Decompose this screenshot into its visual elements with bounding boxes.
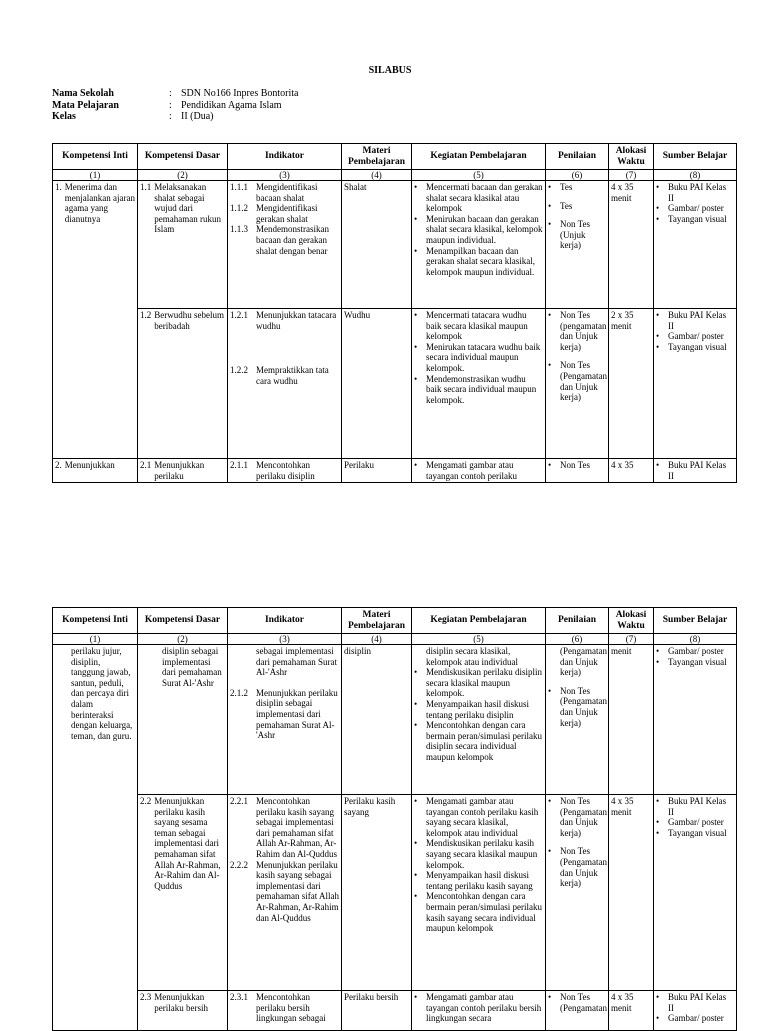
meta-label: Kelas	[52, 111, 76, 122]
header-kompetensi-inti: Kompetensi Inti	[53, 144, 138, 170]
indikator-text: Menunjukkan perilaku kasih sayang sebagai implementasi dari pemahaman sifat Allah Ar-Rahman, Ar-Rahim dan Al-Quddus	[256, 859, 339, 923]
column-number: (2)	[138, 170, 228, 181]
header-alokasi: Alokasi Waktu	[609, 608, 654, 634]
list-item: • Menyampaikan hasil diskusi tentang perilaku kasih sayang	[414, 870, 533, 891]
penilaian-cell	[546, 991, 609, 1031]
kd-text: Berwudhu sebelum beribadah	[154, 310, 224, 331]
meta-row-school	[52, 88, 299, 100]
kd-number: 1.1	[140, 182, 152, 192]
syllabus-table-page-2	[52, 607, 737, 1031]
kd-number: 2.3	[140, 992, 152, 1002]
alokasi-cell: 4 x 35 menit	[609, 181, 654, 309]
indikator-text: Mencontohkan perilaku bersih lingkungan sebagai	[256, 992, 326, 1024]
meta-value: II (Dua)	[181, 111, 214, 122]
alokasi-cell: 4 x 35 menit	[609, 795, 654, 991]
header-kegiatan: Kegiatan Pembelajaran	[412, 608, 546, 634]
indikator-number: 2.3.1	[230, 992, 248, 1002]
kd-number: 1.2	[140, 310, 152, 320]
list-item: • Menyampaikan hasil diskusi tentang perilaku disiplin	[414, 698, 529, 720]
list-item: • Mendiskusikan perilaku disiplin secara klasikal maupun kelompok.	[414, 667, 542, 699]
list-item: • Tayangan visual	[656, 341, 727, 352]
list-item: • Non Tes (Pengamatan dan Unjuk kerja)	[548, 685, 607, 728]
column-number: (8)	[654, 634, 737, 645]
list-item: • Gambar/ poster	[656, 646, 724, 656]
list-item: • Mencermati bacaan dan gerakan shalat secara klasikal atau kelompok	[414, 182, 543, 214]
indikator-number: 1.1.1	[230, 182, 248, 192]
document-title: SILABUS	[368, 65, 412, 76]
indikator-number: 2.1.2	[230, 687, 248, 698]
list-item: • Mencontohkan dengan cara bermain peran/simulasi perilaku disiplin secara individual maupun kelompok	[414, 720, 542, 762]
list-item: • Mengamati gambar atau tayangan contoh perilaku bersih lingkungan secara	[414, 992, 542, 1024]
list-item: • Mendiskusikan perilaku kasih sayang secara klasikal maupun kelompok.	[414, 838, 538, 870]
column-number: (4)	[342, 634, 412, 645]
list-item: • Buku PAI Kelas II	[656, 460, 727, 481]
kd-number: 2.1	[140, 460, 152, 470]
meta-row-subject	[52, 100, 299, 112]
header-kegiatan: Kegiatan Pembelajaran	[412, 144, 546, 170]
kd-text: Melaksanakan shalat sebagai wujud dari pemahaman rukun Islam	[154, 182, 221, 235]
list-item: • Tayangan visual	[656, 656, 727, 667]
list-item: • Mencontohkan dengan cara bermain peran/simulasi perilaku kasih sayang secara individual maupun kelompok	[414, 891, 542, 934]
materi-cell: Wudhu	[342, 309, 412, 459]
header-sumber: Sumber Belajar	[654, 144, 737, 170]
meta-colon: :	[169, 88, 172, 99]
materi-cell: Perilaku	[342, 459, 412, 483]
ki-cell	[53, 645, 138, 1031]
column-number: (3)	[228, 170, 342, 181]
column-number: (5)	[412, 634, 546, 645]
table-header-row	[53, 144, 737, 170]
table-row	[53, 795, 737, 991]
kegiatan-cell	[412, 795, 546, 991]
indikator-text: Menunjukkan tatacara wudhu	[256, 310, 337, 331]
penilaian-cell	[546, 459, 609, 483]
list-item: • Menirukan tatacara wudhu baik secara individual maupun kelompok.	[414, 341, 541, 373]
kegiatan-cell	[412, 459, 546, 483]
list-item: • Non Tes (Unjuk kerja)	[548, 219, 590, 251]
materi-cell: Perilaku kasih sayang	[342, 795, 412, 991]
indikator-cell	[228, 459, 342, 483]
ki-number: 2.	[55, 460, 62, 470]
list-item: • Mengamati gambar atau tayangan contoh perilaku	[414, 460, 517, 481]
kd-text: Menunjukkan perilaku kasih sayang sesama teman sebagai implementasi dari pemahaman sifat Allah Ar-Rahman, Ar-Rahim dan Al-Quddus	[154, 796, 221, 891]
indikator-text: Mencontohkan perilaku disiplin	[256, 460, 315, 481]
indikator-cell	[228, 309, 342, 459]
alokasi-cell: 2 x 35 menit	[609, 309, 654, 459]
meta-row-class	[52, 111, 299, 123]
penilaian-text: (Pengamatan dan Unjuk kerja)	[560, 646, 607, 678]
list-item: • Non Tes (Pengamatan dan Unjuk kerja)	[548, 846, 607, 889]
header-materi: Materi Pembelajaran	[342, 144, 412, 170]
list-item: • Mendemonstrasikan wudhu baik secara individual maupun kelompok.	[414, 373, 537, 405]
kd-number: 2.2	[140, 796, 152, 806]
list-item: • Gambar/ poster	[656, 817, 724, 828]
column-number: (3)	[228, 634, 342, 645]
ki-text: Menerima dan menjalankan ajaran agama yang dianutnya	[64, 182, 135, 224]
ki-number: 1.	[55, 182, 62, 192]
ki-cell	[53, 181, 138, 459]
header-sumber: Sumber Belajar	[654, 608, 737, 634]
column-number: (1)	[53, 634, 138, 645]
list-item: • Gambar/ poster	[656, 203, 724, 214]
sumber-cell	[654, 991, 737, 1031]
list-item: • Buku PAI Kelas II	[656, 310, 727, 331]
kegiatan-text: disiplin secara klasikal, kelompok atau individual	[426, 646, 518, 667]
indikator-text: sebagai implementasi dari pemahaman Surat Al-'Ashr	[256, 646, 337, 678]
list-item: • Menirukan bacaan dan gerakan shalat secara klasikal, kelompok maupun individual.	[414, 213, 543, 245]
list-item: • Tes	[548, 182, 573, 192]
indikator-number: 2.2.1	[230, 796, 248, 806]
penilaian-cell	[546, 795, 609, 991]
list-item: • Buku PAI Kelas II	[656, 992, 727, 1013]
indikator-text: Mempraktikkan tata cara wudhu	[256, 365, 329, 386]
alokasi-cell: menit	[609, 645, 654, 795]
list-item: • Non Tes (Pengamatan	[548, 992, 607, 1013]
meta-colon: :	[169, 99, 172, 111]
kd-cell	[138, 181, 228, 309]
header-penilaian: Penilaian	[546, 144, 609, 170]
kd-text: disiplin sebagai implementasi dari pemahaman Surat Al-'Ashr	[162, 646, 222, 688]
indikator-cell	[228, 181, 342, 309]
table-column-numbers	[53, 634, 737, 645]
header-materi: Materi Pembelajaran	[342, 608, 412, 634]
table-row	[53, 181, 737, 309]
list-item: • Non Tes (Pengamatan dan Unjuk kerja)	[548, 360, 607, 403]
header-penilaian: Penilaian	[546, 608, 609, 634]
penilaian-cell	[546, 181, 609, 309]
meta-label: Mata Pelajaran	[52, 99, 119, 111]
sumber-cell	[654, 459, 737, 483]
kegiatan-cell	[412, 181, 546, 309]
ki-text: Menunjukkan	[64, 460, 115, 470]
indikator-text: Mengidentifikasi gerakan shalat	[256, 203, 318, 224]
table-row	[53, 459, 737, 483]
indikator-cell	[228, 795, 342, 991]
column-number: (7)	[609, 634, 654, 645]
header-kompetensi-dasar: Kompetensi Dasar	[138, 608, 228, 634]
indikator-number: 1.1.2	[230, 203, 248, 214]
meta-value: Pendidikan Agama Islam	[181, 99, 282, 111]
indikator-text: Menunjukkan perilaku disiplin sebagai implementasi dari pemahaman Surat Al-'Ashr	[256, 687, 338, 741]
list-item: • Gambar/ poster	[656, 331, 724, 342]
column-number: (7)	[609, 170, 654, 181]
materi-cell: Perilaku bersih	[342, 991, 412, 1031]
column-number: (5)	[412, 170, 546, 181]
kd-cell	[138, 309, 228, 459]
table-column-numbers	[53, 170, 737, 181]
kd-cell	[138, 645, 228, 795]
document-meta	[52, 88, 299, 123]
indikator-cell	[228, 991, 342, 1031]
kegiatan-cell	[412, 991, 546, 1031]
table-header-row	[53, 608, 737, 634]
kd-cell	[138, 991, 228, 1031]
sumber-cell	[654, 795, 737, 991]
sumber-cell	[654, 309, 737, 459]
column-number: (2)	[138, 634, 228, 645]
kegiatan-cell	[412, 645, 546, 795]
table-row	[53, 309, 737, 459]
sumber-cell	[654, 645, 737, 795]
penilaian-cell	[546, 645, 609, 795]
indikator-text: Mengidentifikasi bacaan shalat	[256, 182, 318, 203]
indikator-cell	[228, 645, 342, 795]
alokasi-cell: 4 x 35	[609, 459, 654, 483]
list-item: • Menampilkan bacaan dan gerakan shalat secara klasikal, kelompok maupun individual.	[414, 245, 535, 277]
column-number: (8)	[654, 170, 737, 181]
kegiatan-cell	[412, 309, 546, 459]
indikator-text: Mendemonstrasikan bacaan dan gerakan shalat dengan benar	[256, 224, 329, 256]
column-number: (1)	[53, 170, 138, 181]
list-item: • Non Tes (Pengamatan dan Unjuk kerja)	[548, 796, 607, 838]
header-indikator: Indikator	[228, 608, 342, 634]
indikator-number: 1.1.3	[230, 224, 248, 235]
header-kompetensi-inti: Kompetensi Inti	[53, 608, 138, 634]
table-row	[53, 991, 737, 1031]
materi-cell: Shalat	[342, 181, 412, 309]
header-alokasi: Alokasi Waktu	[609, 144, 654, 170]
list-item: • Tayangan visual	[656, 827, 727, 838]
sumber-cell	[654, 181, 737, 309]
list-item: • Tayangan visual	[656, 213, 727, 224]
header-kompetensi-dasar: Kompetensi Dasar	[138, 144, 228, 170]
list-item: • Buku PAI Kelas II	[656, 182, 727, 203]
indikator-number: 1.2.2	[230, 365, 248, 376]
kd-cell	[138, 795, 228, 991]
penilaian-cell	[546, 309, 609, 459]
kd-text: Menunjukkan perilaku	[154, 460, 205, 481]
indikator-text: Mencontohkan perilaku kasih sayang sebagai implementasi dari pemahaman sifat Allah Ar-Rahman, Ar-Rahim dan Al-Quddus	[256, 796, 337, 859]
kd-text: Menunjukkan perilaku bersih	[154, 992, 208, 1013]
list-item: • Non Tes	[548, 460, 590, 470]
header-indikator: Indikator	[228, 144, 342, 170]
list-item: • Buku PAI Kelas II	[656, 796, 727, 817]
list-item: • Mengamati gambar atau tayangan contoh perilaku kasih sayang secara klasikal, kelompok atau individual	[414, 796, 539, 838]
meta-label: Nama Sekolah	[52, 88, 114, 99]
list-item: • Non Tes (pengamatan dan Unjuk kerja)	[548, 310, 607, 352]
indikator-number: 2.2.2	[230, 859, 248, 870]
meta-colon: :	[169, 111, 172, 122]
column-number: (6)	[546, 634, 609, 645]
syllabus-table-page-1	[52, 143, 737, 483]
list-item: • Mencermati tatacara wudhu baik secara klasikal maupun kelompok	[414, 310, 528, 342]
materi-cell: disiplin	[342, 645, 412, 795]
column-number: (4)	[342, 170, 412, 181]
indikator-number: 1.2.1	[230, 310, 248, 320]
column-number: (6)	[546, 170, 609, 181]
list-item: • Tes	[548, 200, 573, 211]
ki-cell	[53, 459, 138, 483]
kd-cell	[138, 459, 228, 483]
table-row	[53, 645, 737, 795]
ki-text: perilaku jujur, disiplin, tanggung jawab, santun, peduli, dan percaya diri dalam berinteraksi dengan keluarga, teman, dan guru.	[71, 646, 133, 741]
indikator-number: 2.1.1	[230, 460, 248, 470]
meta-value: SDN No166 Inpres Bontorita	[181, 88, 299, 99]
list-item: • Gambar/ poster	[656, 1013, 724, 1024]
alokasi-cell: 4 x 35 menit	[609, 991, 654, 1031]
